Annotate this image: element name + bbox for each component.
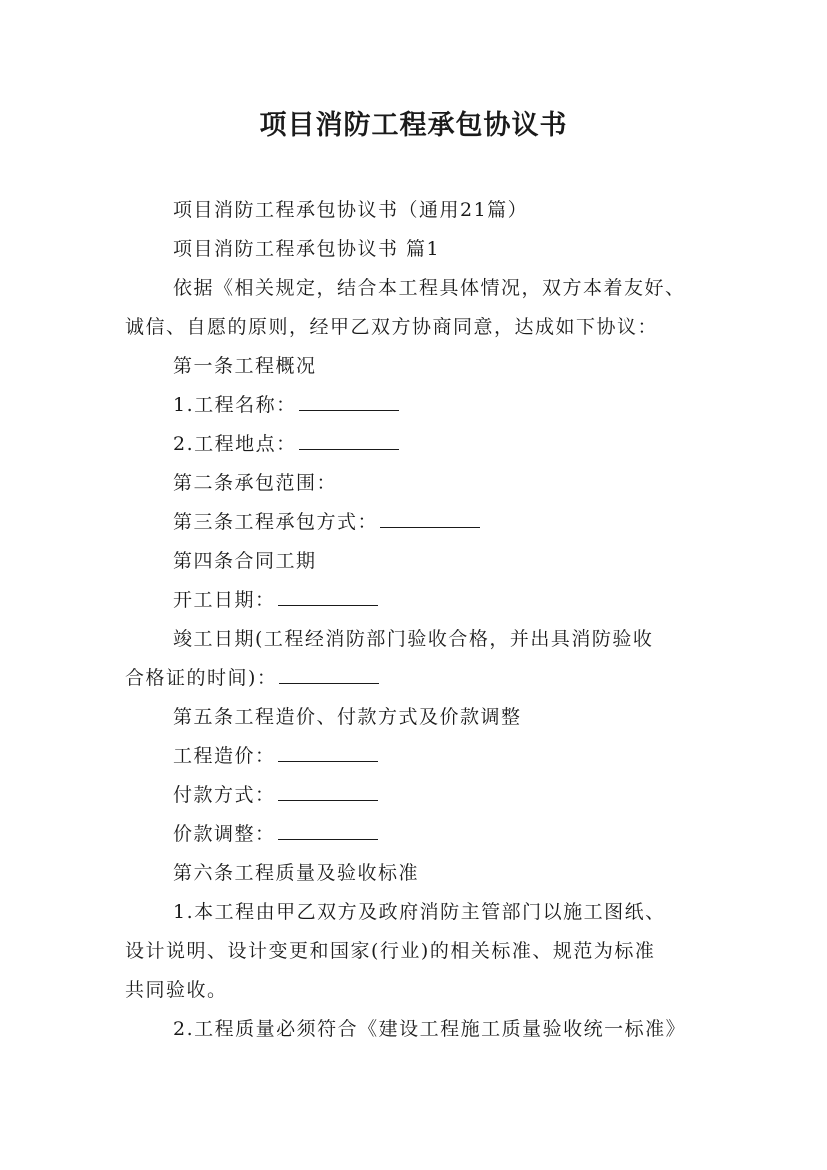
field-label: 价款调整： — [173, 823, 276, 845]
blank-field — [380, 505, 480, 528]
subtitle-line: 项目消防工程承包协议书（通用21篇） — [173, 199, 529, 221]
field-label: 2.工程地点： — [173, 433, 297, 455]
field-line — [125, 425, 710, 464]
field-line — [125, 776, 710, 815]
field-label: 1.工程名称： — [173, 394, 297, 416]
field-line — [125, 815, 710, 854]
paragraph-line: 2.工程质量必须符合《建设工程施工质量验收统一标准》 — [173, 1018, 687, 1040]
field-line — [125, 581, 710, 620]
blank-field — [299, 388, 399, 411]
field-line — [125, 503, 710, 542]
paragraph-line: 设计说明、设计变更和国家(行业)的相关标准、规范为标准 — [125, 940, 656, 962]
field-label: 付款方式： — [173, 784, 276, 806]
paragraph-line: 竣工日期(工程经消防部门验收合格，并出具消防验收 — [173, 628, 654, 650]
document-body — [125, 191, 710, 1049]
article-heading: 第四条合同工期 — [173, 550, 317, 572]
article-heading: 第六条工程质量及验收标准 — [173, 862, 420, 884]
blank-field — [278, 739, 378, 762]
field-line — [125, 737, 710, 776]
field-line — [125, 659, 710, 698]
blank-field — [278, 583, 378, 606]
field-line — [125, 386, 710, 425]
paragraph-line: 共同验收。 — [125, 979, 228, 1001]
blank-field — [279, 661, 379, 684]
article-heading: 第一条工程概况 — [173, 355, 317, 377]
paragraph-line: 1.本工程由甲乙双方及政府消防主管部门以施工图纸、 — [173, 901, 666, 923]
blank-field — [299, 427, 399, 450]
field-label: 开工日期： — [173, 589, 276, 611]
article-heading: 第二条承包范围： — [173, 472, 338, 494]
section-heading: 项目消防工程承包协议书 篇1 — [173, 238, 441, 260]
field-label: 工程造价： — [173, 745, 276, 767]
blank-field — [278, 817, 378, 840]
paragraph-line: 诚信、自愿的原则，经甲乙双方协商同意，达成如下协议： — [125, 316, 659, 338]
field-label: 第三条工程承包方式： — [173, 511, 379, 533]
document-title: 项目消防工程承包协议书 — [259, 110, 568, 141]
blank-field — [278, 778, 378, 801]
paragraph-line: 依据《相关规定，结合本工程具体情况，双方本着友好、 — [173, 277, 686, 299]
field-label: 合格证的时间)： — [125, 667, 278, 689]
article-heading: 第五条工程造价、付款方式及价款调整 — [173, 706, 522, 728]
